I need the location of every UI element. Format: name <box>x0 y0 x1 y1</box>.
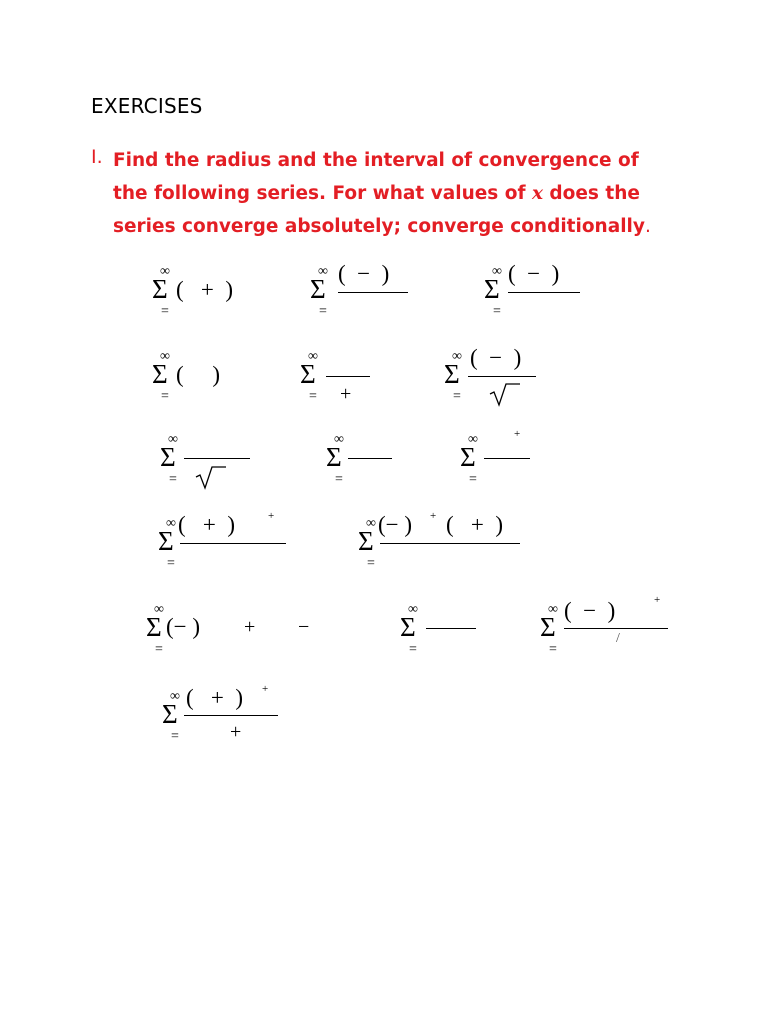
page-title: EXERCISES <box>91 94 203 118</box>
sum-upper-limit: ∞ <box>170 689 180 704</box>
sum-lower-limit: = <box>155 642 163 657</box>
fraction-bar <box>184 715 278 716</box>
fraction-bar <box>184 458 250 459</box>
numerator: ( + ) <box>178 512 236 537</box>
summation-symbol: Σ <box>146 612 162 642</box>
fraction-bar <box>338 292 408 293</box>
summation-symbol: Σ <box>484 274 500 304</box>
summation-symbol: Σ <box>400 612 416 642</box>
sum-lower-limit: = <box>309 389 317 404</box>
numerator: ( + ) <box>186 685 244 710</box>
sum-upper-limit: ∞ <box>408 602 418 617</box>
numerator-sign-factor: (− ) <box>378 512 413 537</box>
summation-symbol: Σ <box>162 699 178 729</box>
series-term-sign: (− ) <box>166 614 201 639</box>
summation-symbol: Σ <box>460 442 476 472</box>
series-term: ( ) <box>176 362 221 387</box>
problem-statement <box>113 144 653 243</box>
fraction-bar <box>484 458 530 459</box>
fraction-bar <box>564 628 668 629</box>
sum-lower-limit: = <box>367 556 375 571</box>
sum-lower-limit: = <box>319 304 327 319</box>
sum-lower-limit: = <box>409 642 417 657</box>
problem-text-part-2: does the series converge absolutely; converge conditionally <box>113 183 645 237</box>
numerator-exponent: + <box>514 428 521 440</box>
sum-upper-limit: ∞ <box>452 349 462 364</box>
sum-upper-limit: ∞ <box>308 349 318 364</box>
numerator-factor: ( + ) <box>446 512 504 537</box>
fraction-bar <box>468 376 536 377</box>
summation-symbol: Σ <box>152 359 168 389</box>
denominator: + <box>340 383 352 405</box>
numerator-exponent: + <box>262 683 269 695</box>
numerator: ( − ) <box>564 598 616 623</box>
summation-symbol: Σ <box>300 359 316 389</box>
fraction-bar <box>180 543 286 544</box>
sum-upper-limit: ∞ <box>168 432 178 447</box>
sum-lower-limit: = <box>493 304 501 319</box>
fraction-bar <box>326 376 370 377</box>
numerator-exponent: + <box>430 510 437 522</box>
summation-symbol: Σ <box>444 359 460 389</box>
sum-lower-limit: = <box>161 389 169 404</box>
problem-period: . <box>644 216 651 237</box>
sum-upper-limit: ∞ <box>318 264 328 279</box>
summation-symbol: Σ <box>158 526 174 556</box>
summation-symbol: Σ <box>326 442 342 472</box>
sum-upper-limit: ∞ <box>166 516 176 531</box>
sum-lower-limit: = <box>549 642 557 657</box>
denominator: + <box>230 721 242 743</box>
summation-symbol: Σ <box>152 274 168 304</box>
sum-upper-limit: ∞ <box>160 264 170 279</box>
numerator-exponent: + <box>654 594 661 606</box>
variable-x: x <box>531 183 543 204</box>
sum-lower-limit: = <box>169 472 177 487</box>
sum-upper-limit: ∞ <box>468 432 478 447</box>
sum-lower-limit: = <box>171 729 179 744</box>
sum-upper-limit: ∞ <box>334 432 344 447</box>
sum-upper-limit: ∞ <box>154 602 164 617</box>
sum-lower-limit: = <box>453 389 461 404</box>
square-root-icon <box>488 380 522 408</box>
numerator-exponent: + <box>268 510 275 522</box>
numerator: ( − ) <box>338 261 390 286</box>
fraction-bar <box>426 628 476 629</box>
series-term: ( + ) <box>176 277 234 302</box>
sum-upper-limit: ∞ <box>492 264 502 279</box>
numerator: ( − ) <box>470 345 522 370</box>
sum-lower-limit: = <box>469 472 477 487</box>
minus-sign: − <box>298 616 310 638</box>
fraction-bar <box>380 543 520 544</box>
summation-symbol: Σ <box>160 442 176 472</box>
sum-lower-limit: = <box>167 556 175 571</box>
summation-symbol: Σ <box>540 612 556 642</box>
problem-number: I. <box>91 146 103 168</box>
problem-text-part-1: Find the radius and the interval of convergence of the following series. For what values of <box>113 150 639 204</box>
square-root-icon <box>194 463 228 491</box>
numerator: ( − ) <box>508 261 560 286</box>
summation-symbol: Σ <box>358 526 374 556</box>
sum-lower-limit: = <box>335 472 343 487</box>
sum-upper-limit: ∞ <box>160 349 170 364</box>
sum-lower-limit: = <box>161 304 169 319</box>
fraction-bar <box>508 292 580 293</box>
fraction-bar <box>348 458 392 459</box>
denominator-slash: / <box>616 631 620 646</box>
sum-upper-limit: ∞ <box>366 516 376 531</box>
summation-symbol: Σ <box>310 274 326 304</box>
plus-sign: + <box>244 616 256 638</box>
sum-upper-limit: ∞ <box>548 602 558 617</box>
